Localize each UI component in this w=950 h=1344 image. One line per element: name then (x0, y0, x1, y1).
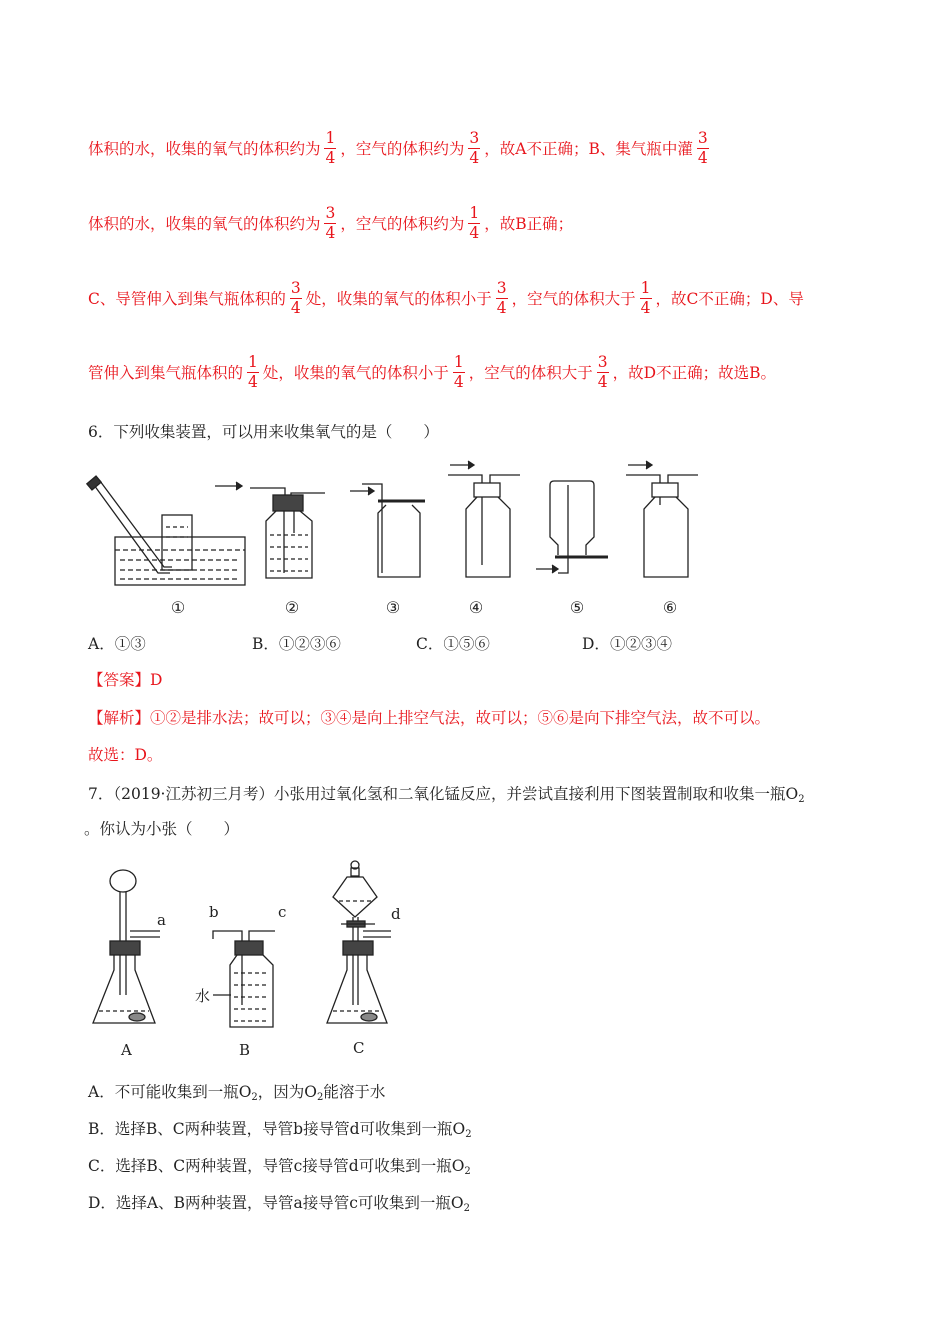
apparatus-4-bottle-long-tube (448, 461, 520, 577)
option-text: ①②③④ (609, 635, 672, 653)
question-6-stem: 6．下列收集装置，可以用来收集氧气的是（ ） (88, 423, 439, 441)
analysis5-line-1 (88, 129, 713, 168)
subscript: 2 (463, 1203, 471, 1214)
fraction (639, 279, 653, 318)
denominator: 4 (697, 149, 708, 167)
fraction (246, 353, 260, 392)
analysis5-line-4 (88, 353, 776, 392)
fraction (495, 279, 509, 318)
apparatus-3-bottle-with-plate (350, 484, 425, 577)
apparatus-B-bottle-water (213, 931, 275, 1027)
q6-apparatus-figure (80, 455, 720, 620)
text-segment: 处，收集的氧气的体积小于 (305, 289, 492, 308)
text-segment: ，空气的体积大于 (468, 363, 593, 382)
option-letter: D． (582, 635, 610, 653)
q6-option-d (582, 634, 672, 654)
numerator: 3 (325, 204, 336, 222)
option-letter: C． (416, 635, 444, 653)
text-segment: ，故D不正确；故选B。 (612, 363, 776, 382)
text-segment: ，故A不正确；B、集气瓶中灌 (484, 139, 693, 158)
q6-analysis (88, 708, 770, 728)
denominator: 4 (640, 299, 651, 317)
tube-label-a: a (157, 911, 166, 929)
text-segment: 管伸入到集气瓶体积的 (88, 363, 244, 382)
fraction (452, 353, 466, 392)
water-label: 水 (195, 987, 211, 1005)
analysis-text: ①②是排水法；故可以；③④是向上排空气法，故可以；⑤⑥是向下排空气法，故不可以。 (150, 709, 771, 727)
fraction (289, 279, 303, 318)
apparatus-5-inverted-bottle (536, 481, 608, 573)
q7-option-a (88, 1082, 385, 1108)
denominator: 4 (496, 299, 507, 317)
apparatus-6-bottle-short-tube (626, 461, 698, 577)
text-segment: C、导管伸入到集气瓶体积的 (88, 289, 286, 308)
text-segment: 处，收集的氧气的体积小于 (262, 363, 449, 382)
text-segment: ，空气的体积约为 (340, 214, 465, 233)
figure-label-2: ② (284, 598, 300, 617)
apparatus-2-bottle-with-water (215, 482, 325, 578)
denominator: 4 (325, 224, 336, 242)
tube-label-c: c (278, 903, 287, 921)
q6-option-c (416, 634, 490, 654)
numerator: 3 (697, 129, 708, 147)
figure-label-4: ④ (468, 598, 484, 617)
option-letter: B． (252, 635, 279, 653)
figure-label-3: ③ (385, 598, 401, 617)
q7-option-c (88, 1156, 471, 1182)
answer-value: D (150, 671, 163, 689)
fraction (596, 353, 610, 392)
q6-option-b (252, 634, 341, 654)
numerator: 1 (325, 129, 336, 147)
q6-conclusion: 故选：D。 (88, 746, 163, 764)
text-segment: ，故B正确； (484, 214, 574, 233)
denominator: 4 (325, 149, 336, 167)
text-segment: ，空气的体积约为 (340, 139, 465, 158)
text-segment: 体积的水，收集的氧气的体积约为 (88, 214, 321, 233)
numerator: 1 (453, 353, 464, 371)
subscript: 2 (251, 1092, 258, 1103)
apparatus-label-B: B (239, 1041, 251, 1059)
q7-option-d (88, 1193, 470, 1219)
numerator: 3 (290, 279, 301, 297)
numerator: 1 (640, 279, 651, 297)
stem-text: 7．（2019·江苏初三月考）小张用过氧化氢和二氧化锰反应，并尝试直接利用下图装置制取和收集一瓶O (88, 785, 799, 803)
option-text: C．选择B、C两种装置，导管c接导管d可收集到一瓶O (88, 1157, 465, 1175)
q6-option-a (88, 634, 146, 654)
fraction (324, 204, 338, 243)
option-text: ①③ (114, 635, 146, 653)
denominator: 4 (597, 373, 608, 391)
answer-tag: 【答案】 (88, 671, 151, 689)
figure-label-1: ① (170, 598, 186, 617)
option-text: D．选择A、B两种装置，导管a接导管c可收集到一瓶O (88, 1194, 464, 1212)
analysis-tag: 【解析】 (88, 709, 151, 727)
denominator: 4 (290, 299, 301, 317)
q7-apparatus-figure (85, 855, 425, 1065)
denominator: 4 (248, 373, 258, 391)
option-text: ①⑤⑥ (443, 635, 490, 653)
text-segment: 体积的水，收集的氧气的体积约为 (88, 139, 321, 158)
tube-label-d: d (391, 905, 401, 923)
numerator: 3 (496, 279, 507, 297)
figure-label-5: ⑤ (569, 598, 585, 617)
fraction (467, 204, 481, 243)
q7-option-b (88, 1119, 472, 1145)
apparatus-C-flask-separatory-funnel (327, 861, 391, 1023)
option-letter: A． (88, 635, 115, 653)
numerator: 1 (248, 353, 258, 371)
question-7-stem-line-2: 。你认为小张（ ） (84, 820, 240, 838)
denominator: 4 (469, 224, 480, 242)
tube-label-b: b (209, 903, 219, 921)
subscript: 2 (464, 1166, 471, 1177)
fraction (324, 129, 338, 168)
option-text: 能溶于水 (323, 1083, 386, 1101)
figure-label-6: ⑥ (662, 598, 678, 617)
option-text: ①②③⑥ (278, 635, 341, 653)
option-text: ，因为O (257, 1083, 317, 1101)
analysis5-line-2 (88, 204, 573, 243)
apparatus-label-C: C (353, 1039, 365, 1057)
option-text: B．选择B、C两种装置，导管b接导管d可收集到一瓶O (88, 1120, 466, 1138)
denominator: 4 (453, 373, 464, 391)
q6-answer (88, 670, 162, 690)
subscript: 2 (317, 1092, 324, 1103)
numerator: 3 (469, 129, 480, 147)
denominator: 4 (469, 149, 480, 167)
apparatus-1-water-trough (87, 476, 245, 585)
text-segment: ，空气的体积大于 (511, 289, 636, 308)
question-7-stem-line-1 (88, 784, 805, 810)
fraction (696, 129, 710, 168)
subscript: 2 (465, 1129, 472, 1140)
numerator: 3 (597, 353, 608, 371)
option-text: A．不可能收集到一瓶O (88, 1083, 252, 1101)
subscript: 2 (798, 794, 805, 805)
analysis5-line-3 (88, 279, 804, 318)
numerator: 1 (469, 204, 480, 222)
text-segment: ，故C不正确；D、导 (655, 289, 804, 308)
apparatus-A-flask-funnel (93, 870, 160, 1023)
apparatus-label-A: A (121, 1041, 132, 1059)
fraction (467, 129, 481, 168)
